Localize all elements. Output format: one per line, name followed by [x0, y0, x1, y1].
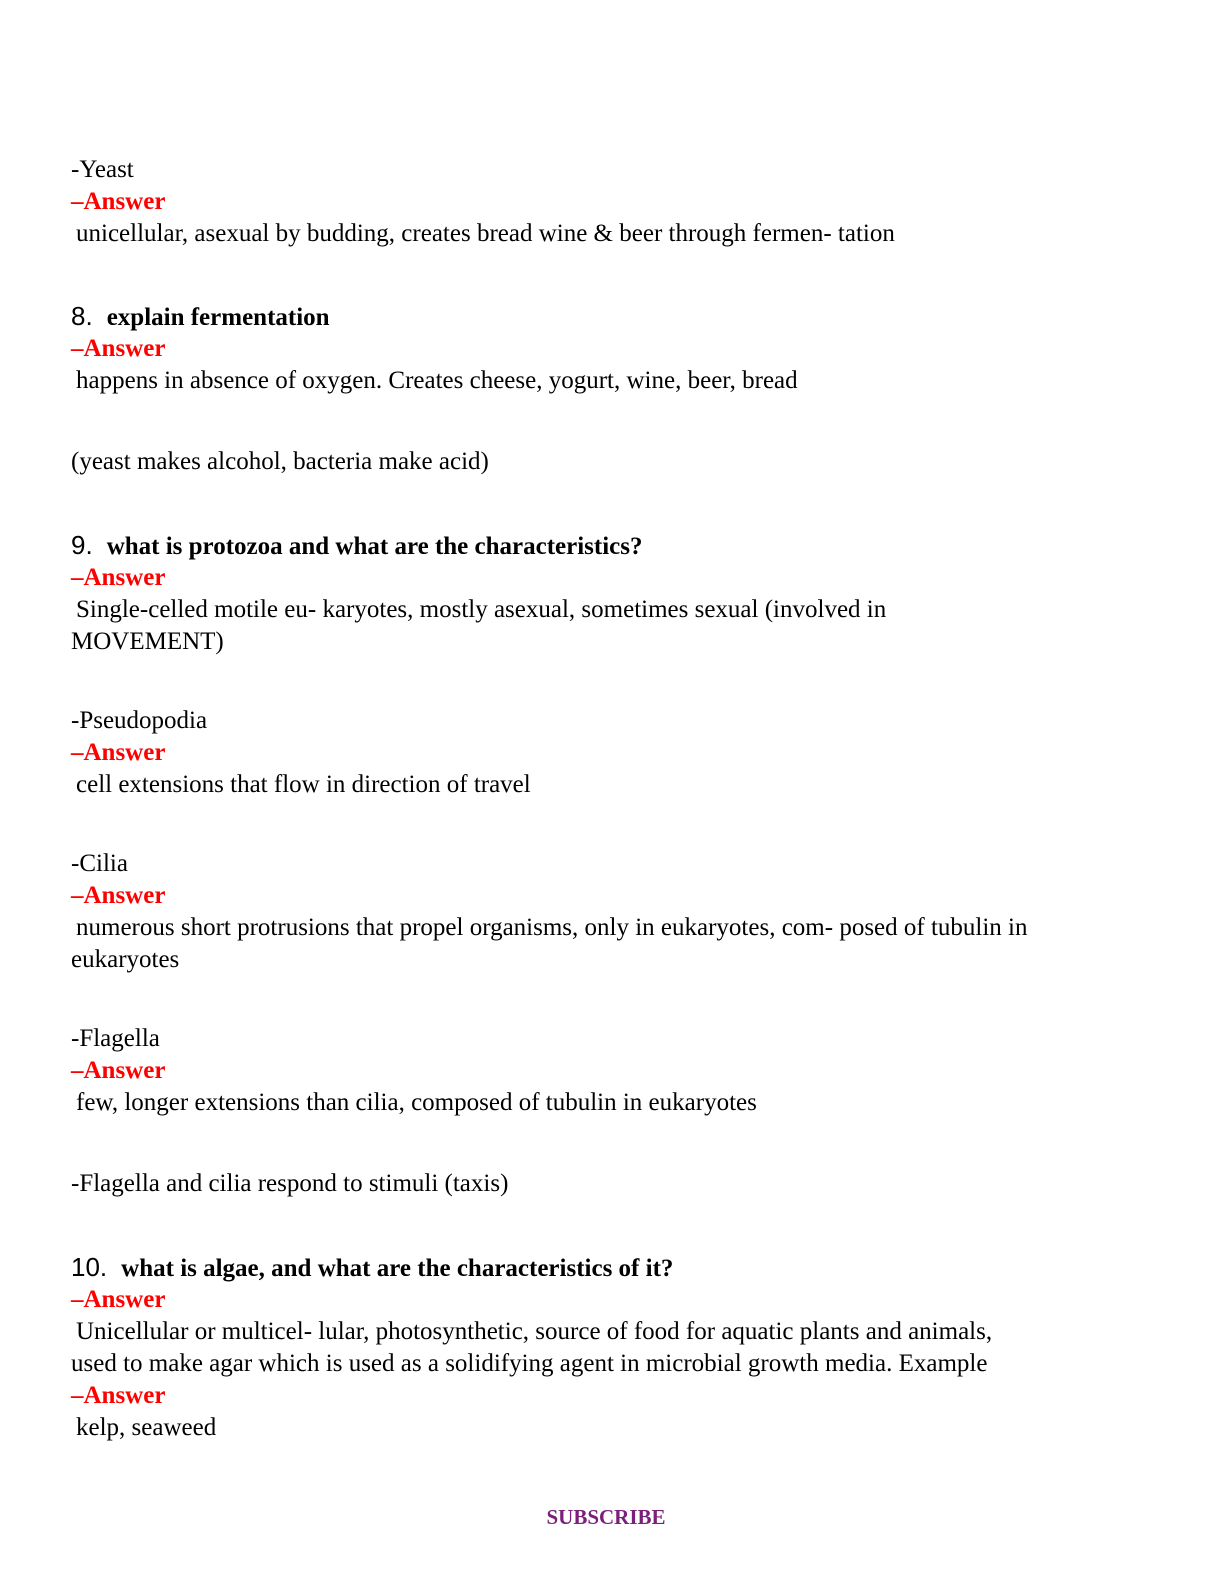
- answer-text-continued: MOVEMENT): [71, 628, 224, 655]
- answer-text: happens in absence of oxygen. Creates cheese, yogurt, wine, beer, bread: [76, 367, 798, 394]
- answer-text: Single-celled motile eu- karyotes, mostly asexual, sometimes sexual (involved in: [76, 596, 887, 623]
- answer-label: –Answer: [71, 1057, 166, 1084]
- term-pseudopodia: -Pseudopodia: [71, 707, 208, 734]
- answer-note: -Flagella and cilia respond to stimuli (taxis): [71, 1170, 509, 1197]
- answer-note: (yeast makes alcohol, bacteria make acid): [71, 448, 489, 475]
- question-text: what is protozoa and what are the characteristics?: [106, 533, 643, 560]
- subscribe-link[interactable]: SUBSCRIBE: [546, 1505, 666, 1529]
- answer-label: –Answer: [71, 564, 166, 591]
- question-text: explain fermentation: [106, 304, 330, 331]
- answer-label: –Answer: [71, 882, 166, 909]
- question-number: 10.: [71, 1252, 108, 1282]
- answer-label: –Answer: [71, 188, 166, 215]
- question-8: [71, 300, 330, 334]
- answer-text-continued: used to make agar which is used as a solidifying agent in microbial growth media. Example: [71, 1350, 988, 1377]
- term-cilia: -Cilia: [71, 850, 128, 877]
- question-10: [71, 1251, 673, 1285]
- term-flagella: -Flagella: [71, 1025, 160, 1052]
- answer-text: few, longer extensions than cilia, composed of tubulin in eukaryotes: [76, 1089, 757, 1116]
- answer-text: unicellular, asexual by budding, creates bread wine & beer through fermen- tation: [76, 220, 895, 247]
- term-yeast: -Yeast: [71, 156, 134, 183]
- answer-label: –Answer: [71, 1382, 166, 1409]
- answer-text-continued: eukaryotes: [71, 946, 180, 973]
- answer-label: –Answer: [71, 739, 166, 766]
- question-text: what is algae, and what are the characteristics of it?: [121, 1255, 674, 1282]
- answer-label: –Answer: [71, 1286, 166, 1313]
- answer-text: Unicellular or multicel- lular, photosynthetic, source of food for aquatic plants and animals,: [76, 1318, 993, 1345]
- answer-label: –Answer: [71, 335, 166, 362]
- question-number: 9.: [71, 530, 93, 560]
- question-9: [71, 529, 643, 563]
- question-number: 8.: [71, 301, 93, 331]
- answer-text: kelp, seaweed: [76, 1414, 217, 1441]
- answer-text: numerous short protrusions that propel organisms, only in eukaryotes, com- posed of tubulin in: [76, 914, 1028, 941]
- answer-text: cell extensions that flow in direction of travel: [76, 771, 531, 798]
